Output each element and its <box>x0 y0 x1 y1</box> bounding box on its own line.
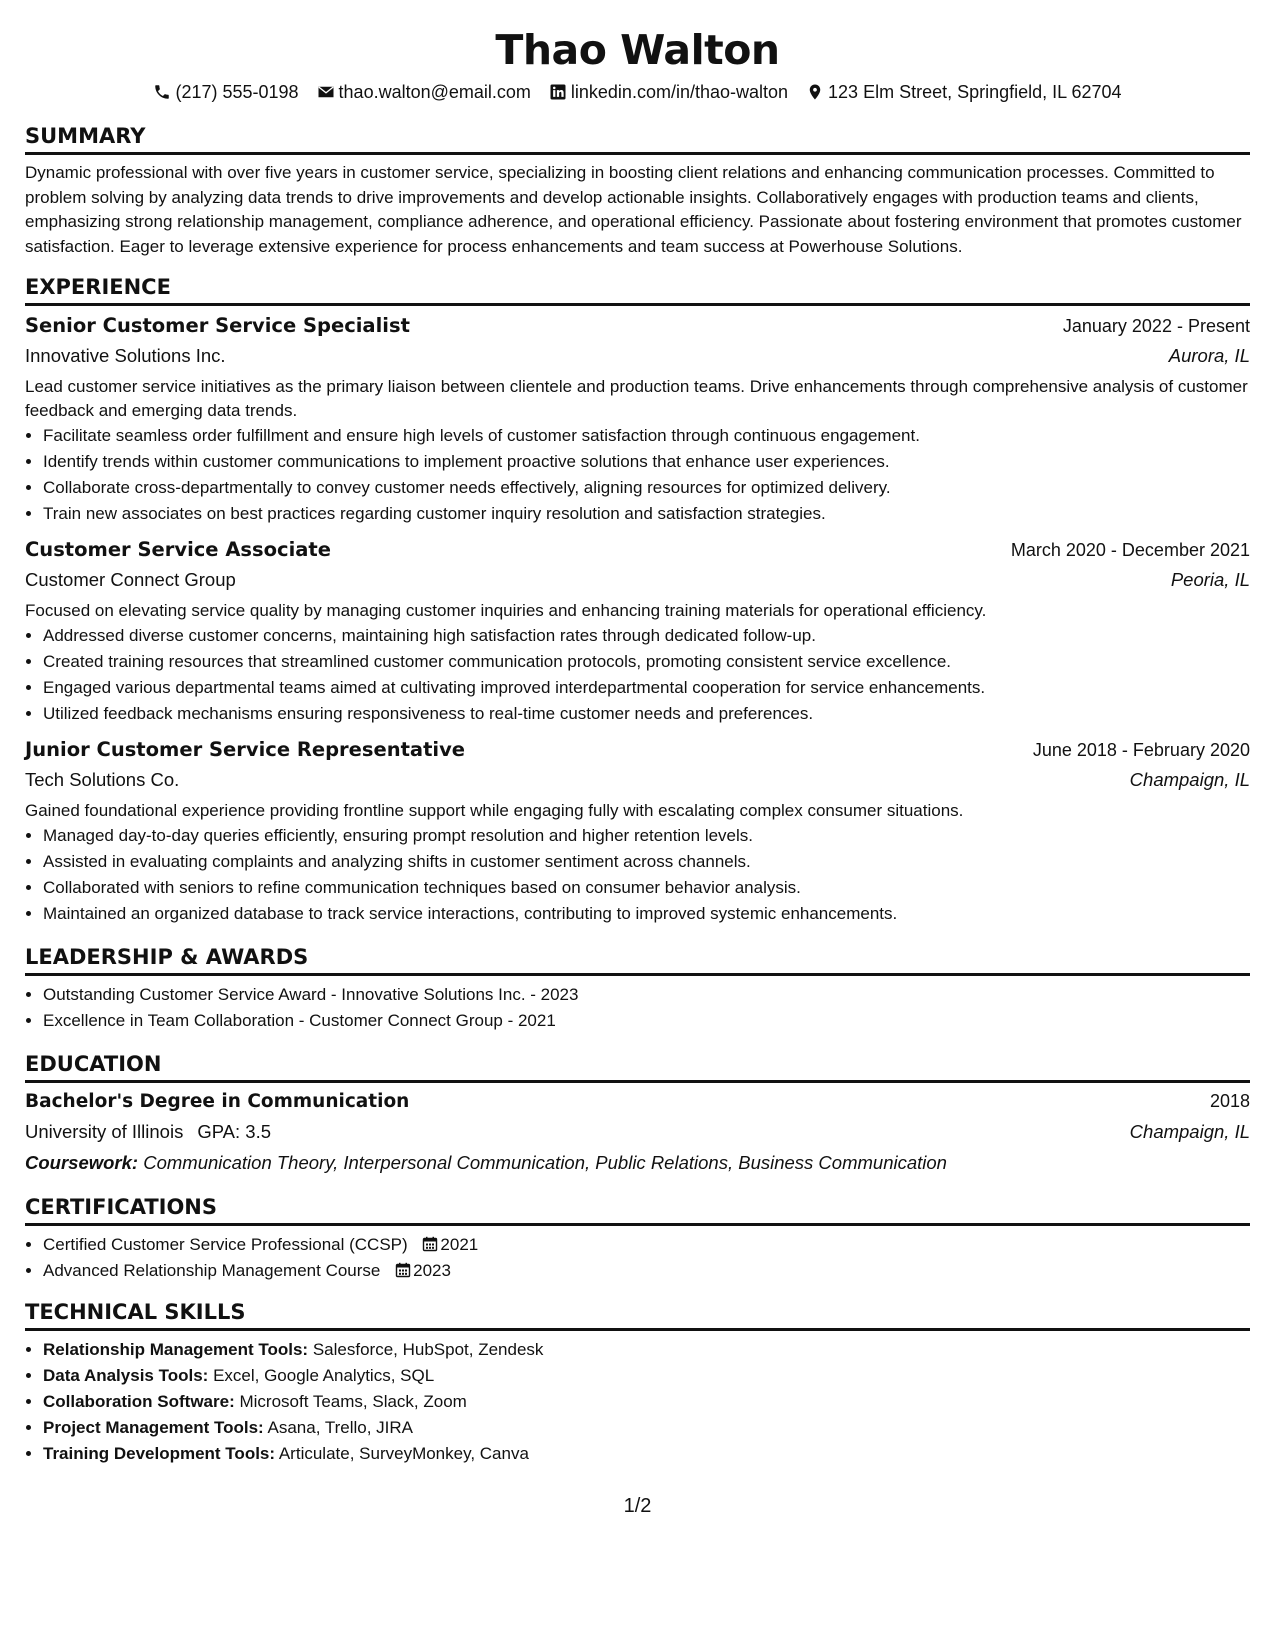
job-subheader <box>25 765 1250 795</box>
job-header <box>25 735 1250 765</box>
contact-address <box>806 78 1122 106</box>
job-header <box>25 311 1250 341</box>
phone-text[interactable]: (217) 555-0198 <box>175 82 299 102</box>
skill-label: Project Management Tools: <box>43 1418 264 1437</box>
certifications-heading: CERTIFICATIONS <box>25 1193 1250 1226</box>
contact-phone <box>153 78 298 106</box>
list-item <box>43 1415 1250 1441</box>
list-item: • Facilitate seamless order fulfillment and ensure high levels of customer satisfaction through continuous engagement. <box>43 423 1250 449</box>
linkedin-text[interactable]: linkedin.com/in/thao-walton <box>570 82 789 102</box>
awards-section <box>25 943 1250 1034</box>
job-bullets <box>25 823 1250 927</box>
summary-heading: SUMMARY <box>25 122 1250 155</box>
list-item: • Identify trends within customer communications to implement proactive solutions that enhance user experiences. <box>43 449 1250 475</box>
job-title: Customer Service Associate <box>25 538 331 561</box>
certification-name: Advanced Relationship Management Course <box>43 1261 381 1280</box>
job-bullets <box>25 423 1250 527</box>
coursework-list: Communication Theory, Interpersonal Communication, Public Relations, Business Communication <box>143 1152 947 1173</box>
list-item <box>43 1363 1250 1389</box>
job-subheader <box>25 341 1250 371</box>
job-title: Junior Customer Service Representative <box>25 738 466 761</box>
calendar-icon <box>395 1262 411 1278</box>
certifications-list <box>25 1232 1250 1284</box>
list-item <box>43 1389 1250 1415</box>
skill-label: Data Analysis Tools: <box>43 1366 209 1385</box>
page-number: 1/2 <box>623 1495 652 1517</box>
graduation-year: 2018 <box>1209 1091 1250 1111</box>
job-dates: January 2022 - Present <box>1062 316 1250 336</box>
skill-value: Salesforce, HubSpot, Zendesk <box>312 1340 544 1359</box>
experience-heading: EXPERIENCE <box>25 273 1250 306</box>
phone-icon <box>153 83 171 101</box>
list-item: • Maintained an organized database to track service interactions, contributing to improved systemic enhancements. <box>43 901 1250 927</box>
list-item: • Assisted in evaluating complaints and analyzing shifts in customer sentiment across channels. <box>43 849 1250 875</box>
calendar-icon <box>422 1236 438 1252</box>
skill-label: Relationship Management Tools: <box>43 1340 309 1359</box>
skill-value: Asana, Trello, JIRA <box>267 1418 414 1437</box>
school-name: University of Illinois <box>25 1121 184 1142</box>
list-item: • Outstanding Customer Service Award - Innovative Solutions Inc. - 2023 <box>43 982 1250 1008</box>
job-subheader <box>25 565 1250 595</box>
job-entry <box>25 735 1250 927</box>
envelope-icon <box>317 83 335 101</box>
list-item: • Collaborated with seniors to refine communication techniques based on consumer behavior analysis. <box>43 875 1250 901</box>
certifications-section <box>25 1193 1250 1284</box>
contact-email <box>317 78 531 106</box>
job-title: Senior Customer Service Specialist <box>25 314 410 337</box>
job-company: Customer Connect Group <box>25 569 236 590</box>
skills-heading: TECHNICAL SKILLS <box>25 1298 1250 1331</box>
certification-year: 2021 <box>440 1235 479 1254</box>
list-item <box>43 1337 1250 1363</box>
address-text: 123 Elm Street, Springfield, IL 62704 <box>828 82 1122 102</box>
list-item: • Collaborate cross-departmentally to convey customer needs effectively, aligning resources for optimized delivery. <box>43 475 1250 501</box>
coursework-label: Coursework: <box>25 1152 139 1173</box>
list-item: • Utilized feedback mechanisms ensuring responsiveness to real-time customer needs and preferences. <box>43 701 1250 727</box>
job-dates: March 2020 - December 2021 <box>1010 540 1250 560</box>
education-heading: EDUCATION <box>25 1050 1250 1083</box>
job-description: Lead customer service initiatives as the primary liaison between clientele and production teams. Drive enhancements through comprehensive analysis of customer feedback and emerging data trends. <box>25 377 1248 420</box>
education-section <box>25 1050 1250 1179</box>
list-item <box>43 1232 1250 1258</box>
awards-list <box>25 982 1250 1034</box>
school-location: Champaign, IL <box>1129 1121 1250 1142</box>
job-description: Gained foundational experience providing frontline support while engaging fully with escalating complex consumer situations. <box>25 801 964 820</box>
summary-section <box>25 122 1250 259</box>
contact-bar <box>25 78 1250 106</box>
school-line <box>25 1117 271 1147</box>
candidate-name: Thao Walton <box>495 26 780 74</box>
list-item: • Train new associates on best practices regarding customer inquiry resolution and satisfaction strategies. <box>43 501 1250 527</box>
contact-linkedin <box>549 78 788 106</box>
list-item: • Engaged various departmental teams aimed at cultivating improved interdepartmental cooperation for service enhancements. <box>43 675 1250 701</box>
list-item: • Excellence in Team Collaboration - Customer Connect Group - 2021 <box>43 1008 1250 1034</box>
skills-list <box>25 1337 1250 1467</box>
job-location: Peoria, IL <box>1170 569 1250 590</box>
education-subheader <box>25 1117 1250 1147</box>
skill-value: Articulate, SurveyMonkey, Canva <box>278 1444 529 1463</box>
degree-title: Bachelor's Degree in Communication <box>25 1091 410 1112</box>
list-item: • Managed day-to-day queries efficiently, ensuring prompt resolution and higher retention levels. <box>43 823 1250 849</box>
education-header <box>25 1086 1250 1117</box>
skill-label: Collaboration Software: <box>43 1392 235 1411</box>
job-company: Innovative Solutions Inc. <box>25 345 226 366</box>
coursework-line <box>25 1147 1250 1179</box>
certification-year: 2023 <box>413 1261 451 1280</box>
list-item: • Created training resources that streamlined customer communication protocols, promoting consistent service excellence. <box>43 649 1250 675</box>
job-entry <box>25 535 1250 727</box>
job-company: Tech Solutions Co. <box>25 769 180 790</box>
job-location: Aurora, IL <box>1168 345 1250 366</box>
skills-section <box>25 1298 1250 1467</box>
list-item <box>43 1258 1250 1284</box>
skill-value: Microsoft Teams, Slack, Zoom <box>239 1392 467 1411</box>
job-dates: June 2018 - February 2020 <box>1032 740 1250 760</box>
job-bullets <box>25 623 1250 727</box>
gpa: GPA: 3.5 <box>197 1121 272 1142</box>
job-description: Focused on elevating service quality by managing customer inquiries and enhancing training materials for operational efficiency. <box>25 601 987 620</box>
certification-name: Certified Customer Service Professional (CCSP) <box>43 1235 408 1254</box>
skill-label: Training Development Tools: <box>43 1444 276 1463</box>
skill-value: Excel, Google Analytics, SQL <box>213 1366 435 1385</box>
summary-text: Dynamic professional with over five years in customer service, specializing in boosting client relations and enhancing communication processes. Committed to problem solving by analyzing data trends to drive improvements and develop actionable insights. Collaboratively engages with production teams and clients, emphasizing strong relationship management, compliance adherence, and operational efficiency. Passionate about fostering environment that promotes customer satisfaction. Eager to leverage extensive experience for process enhancements and team success at Powerhouse Solutions. <box>25 163 1242 256</box>
job-entry <box>25 311 1250 527</box>
experience-section <box>25 273 1250 927</box>
job-location: Champaign, IL <box>1129 769 1250 790</box>
list-item <box>43 1441 1250 1467</box>
list-item: • Addressed diverse customer concerns, maintaining high satisfaction rates through dedicated follow-up. <box>43 623 1250 649</box>
awards-heading: LEADERSHIP & AWARDS <box>25 943 1250 976</box>
linkedin-icon <box>549 83 567 101</box>
map-pin-icon <box>806 83 824 101</box>
email-text[interactable]: thao.walton@email.com <box>338 82 531 102</box>
job-header <box>25 535 1250 565</box>
